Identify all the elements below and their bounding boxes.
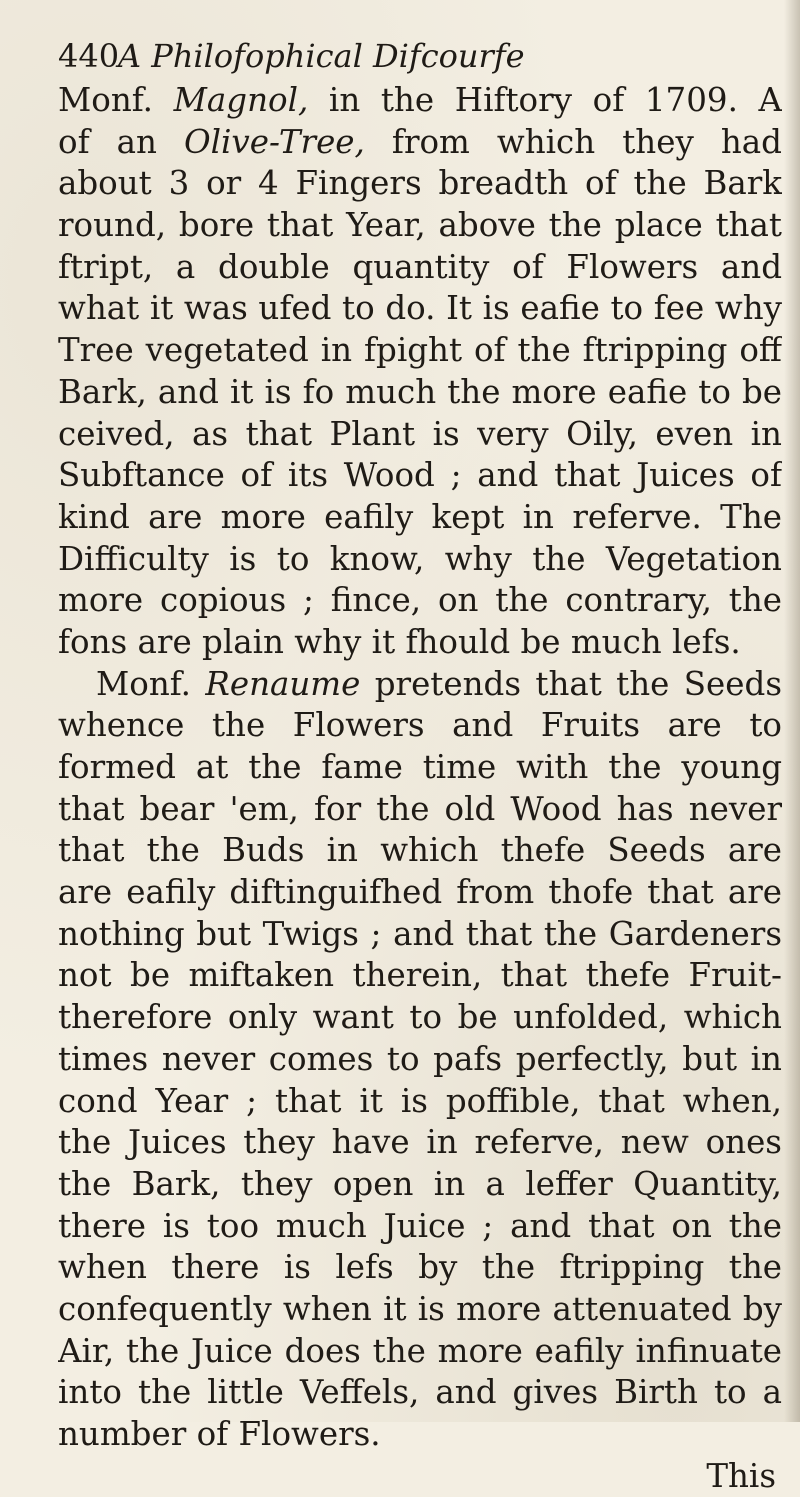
text-segment: Air, the Juice does the more eafily infinuate	[58, 1331, 782, 1370]
text-line	[58, 622, 782, 664]
text-segment: Monf.	[96, 664, 206, 703]
text-segment: not be miftaken therein, that thefe Fruit-	[58, 956, 782, 995]
text-segment: whence the Flowers and Fruits are to	[58, 706, 782, 745]
text-line	[58, 1414, 782, 1456]
text-line	[58, 455, 782, 497]
text-line	[58, 747, 782, 789]
text-line	[58, 789, 782, 831]
catchword-line	[58, 1456, 782, 1497]
text-segment: the Juices they have in referve, new ones	[58, 1123, 782, 1162]
text-segment: Subftance of its Wood ; and that Juices of	[58, 456, 782, 495]
text-segment: cond Year ; that it is poffible, that when,	[58, 1081, 782, 1120]
text-segment: ftript, a double quantity of Flowers and	[58, 247, 782, 286]
page-edge-shadow	[784, 0, 800, 1422]
text-line	[58, 122, 782, 164]
text-line	[58, 414, 782, 456]
text-line	[58, 1247, 782, 1289]
text-segment: kind are more eafily kept in referve. The	[58, 497, 782, 536]
text-segment: formed at the fame time with the young	[58, 748, 782, 786]
text-segment: about 3 or 4 Fingers breadth of the Bark	[58, 164, 782, 203]
text-line	[58, 497, 782, 539]
text-segment: of an	[58, 122, 184, 161]
text-line	[58, 247, 782, 289]
text-segment: more copious ; fince, on the contrary, the	[58, 581, 782, 620]
text-line	[58, 955, 782, 997]
text-line	[58, 1372, 782, 1414]
text-segment: the Bark, they open in a leffer Quantity,	[58, 1164, 782, 1203]
text-segment: that bear 'em, for the old Wood has never	[58, 789, 782, 828]
text-segment: that the Buds in which thefe Seeds are	[58, 831, 782, 870]
text-line	[58, 288, 782, 330]
text-segment: number of Flowers.	[58, 1415, 381, 1453]
text-line	[58, 1331, 782, 1373]
text-segment: Difficulty is to know, why the Vegetation	[58, 539, 782, 578]
text-line	[58, 580, 782, 622]
text-line	[58, 372, 782, 414]
text-line	[58, 330, 782, 372]
text-segment: in the Hiftory of 1709. A	[328, 81, 782, 119]
text-line	[58, 80, 782, 122]
text-segment: therefore only want to be unfolded, which	[58, 998, 782, 1037]
running-title: A Philofophical Difcourfe	[118, 37, 525, 75]
text-line	[58, 163, 782, 205]
text-segment: ceived, as that Plant is very Oily, even in	[58, 414, 782, 453]
page-header	[58, 36, 782, 78]
text-segment: Bark, and it is fo much the more eafie to be	[58, 372, 782, 411]
text-line	[58, 1122, 782, 1164]
text-segment: pretends that the Seeds	[374, 664, 782, 703]
text-line	[58, 539, 782, 581]
text-segment: from which they had	[391, 122, 782, 161]
text-segment: what it was ufed to do. It is eafie to fee why	[58, 289, 782, 328]
text-segment: nothing but Twigs ; and that the Gardeners	[58, 914, 782, 953]
text-segment: are eafily diftinguifhed from thofe that are	[58, 873, 782, 912]
text-line	[58, 1039, 782, 1081]
text-segment: Monf.	[58, 81, 174, 119]
text-line	[58, 1289, 782, 1331]
text-line	[58, 1164, 782, 1206]
text-line	[58, 205, 782, 247]
text-segment: when there is lefs by the ftripping the	[58, 1248, 782, 1287]
italic-name: Magnol,	[173, 81, 309, 119]
text-segment: fons are plain why it fhould be much lefs.	[58, 622, 741, 661]
body-text	[58, 80, 782, 1456]
text-line	[58, 872, 782, 914]
text-line	[58, 997, 782, 1039]
text-line	[58, 705, 782, 747]
italic-name: Olive-Tree,	[184, 122, 365, 161]
page-number: 440	[58, 37, 120, 75]
text-line	[58, 1206, 782, 1248]
text-segment: Tree vegetated in fpight of the ftripping off	[58, 331, 782, 370]
text-segment: confequently when it is more attenuated by	[58, 1289, 782, 1328]
catchword: This	[706, 1456, 776, 1495]
text-line	[58, 664, 782, 706]
text-segment: round, bore that Year, above the place that	[58, 206, 782, 245]
text-segment: there is too much Juice ; and that on the	[58, 1206, 782, 1245]
text-segment: times never comes to pafs perfectly, but in	[58, 1039, 782, 1078]
text-line	[58, 1081, 782, 1123]
text-line	[58, 914, 782, 956]
text-line	[58, 830, 782, 872]
italic-name: Renaume	[205, 664, 361, 703]
text-segment: into the little Veffels, and gives Birth to a	[58, 1373, 782, 1412]
text-block	[58, 36, 782, 1497]
